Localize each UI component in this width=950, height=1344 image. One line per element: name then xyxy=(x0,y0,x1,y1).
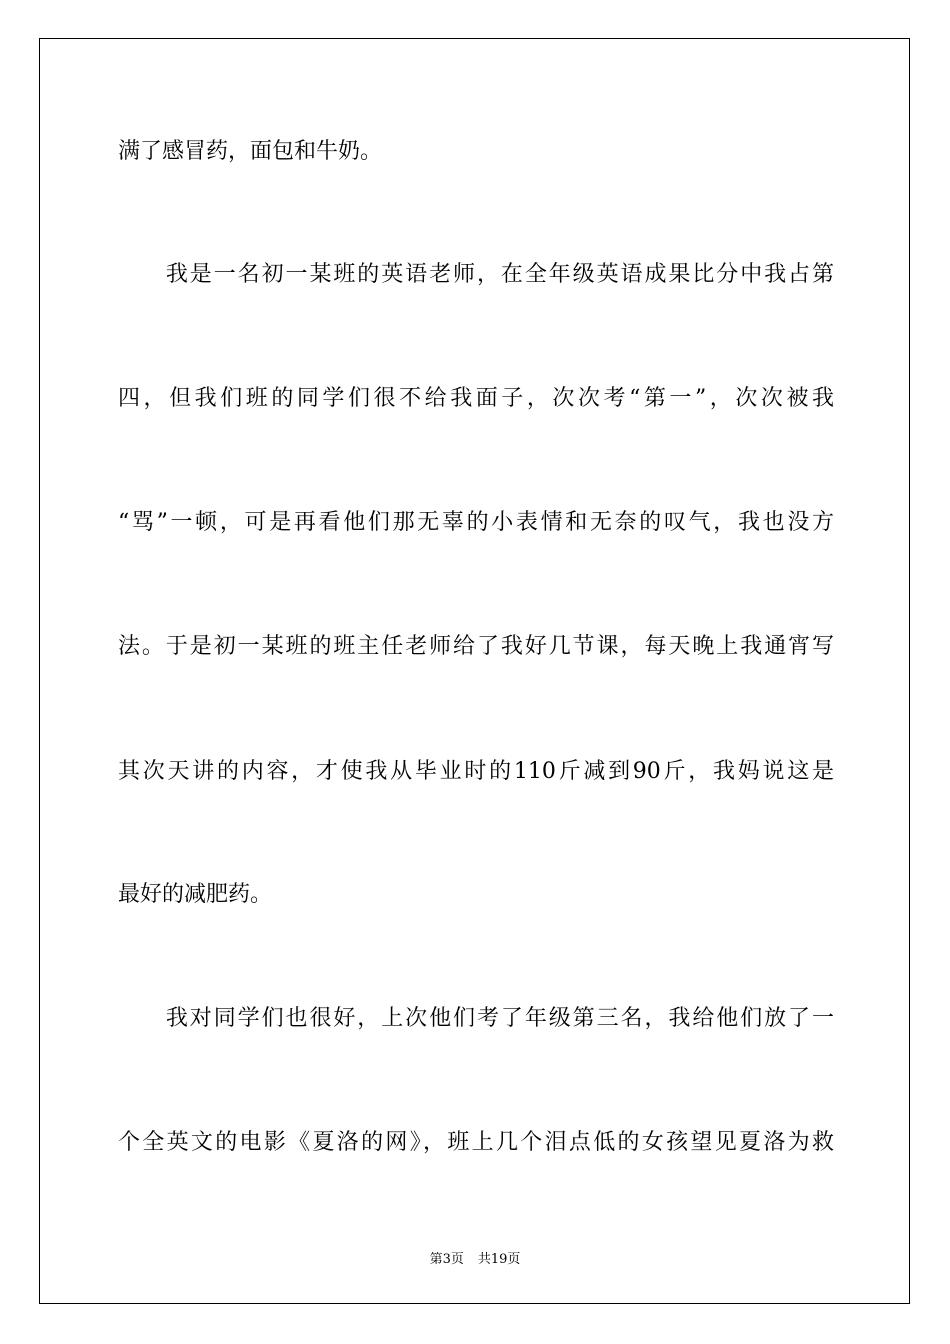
page-total: 共19页 xyxy=(477,1252,521,1267)
text-line-2: 我是一名初一某班的英语老师，在全年级英语成果比分中我占第 xyxy=(118,262,834,287)
text-line-1: 满了感冒药，面包和牛奶。 xyxy=(118,139,383,164)
page-border xyxy=(39,38,910,1304)
text-line-8: 我对同学们也很好，上次他们考了年级第三名，我给他们放了一 xyxy=(118,1006,834,1031)
page-footer xyxy=(0,1248,950,1267)
text-line-6: 其次天讲的内容，才使我从毕业时的110斤减到90斤，我妈说这是 xyxy=(118,759,834,784)
text-line-9: 个全英文的电影《夏洛的网》，班上几个泪点低的女孩望见夏洛为救 xyxy=(118,1130,834,1155)
text-line-3: 四，但我们班的同学们很不给我面子，次次考“第一”，次次被我 xyxy=(118,386,834,411)
page-number: 第3页 xyxy=(429,1252,464,1267)
text-line-7: 最好的减肥药。 xyxy=(118,882,273,907)
text-line-4: “骂”一顿，可是再看他们那无辜的小表情和无奈的叹气，我也没方 xyxy=(118,510,834,535)
text-line-5: 法。于是初一某班的班主任老师给了我好几节课，每天晚上我通宵写 xyxy=(118,634,834,659)
